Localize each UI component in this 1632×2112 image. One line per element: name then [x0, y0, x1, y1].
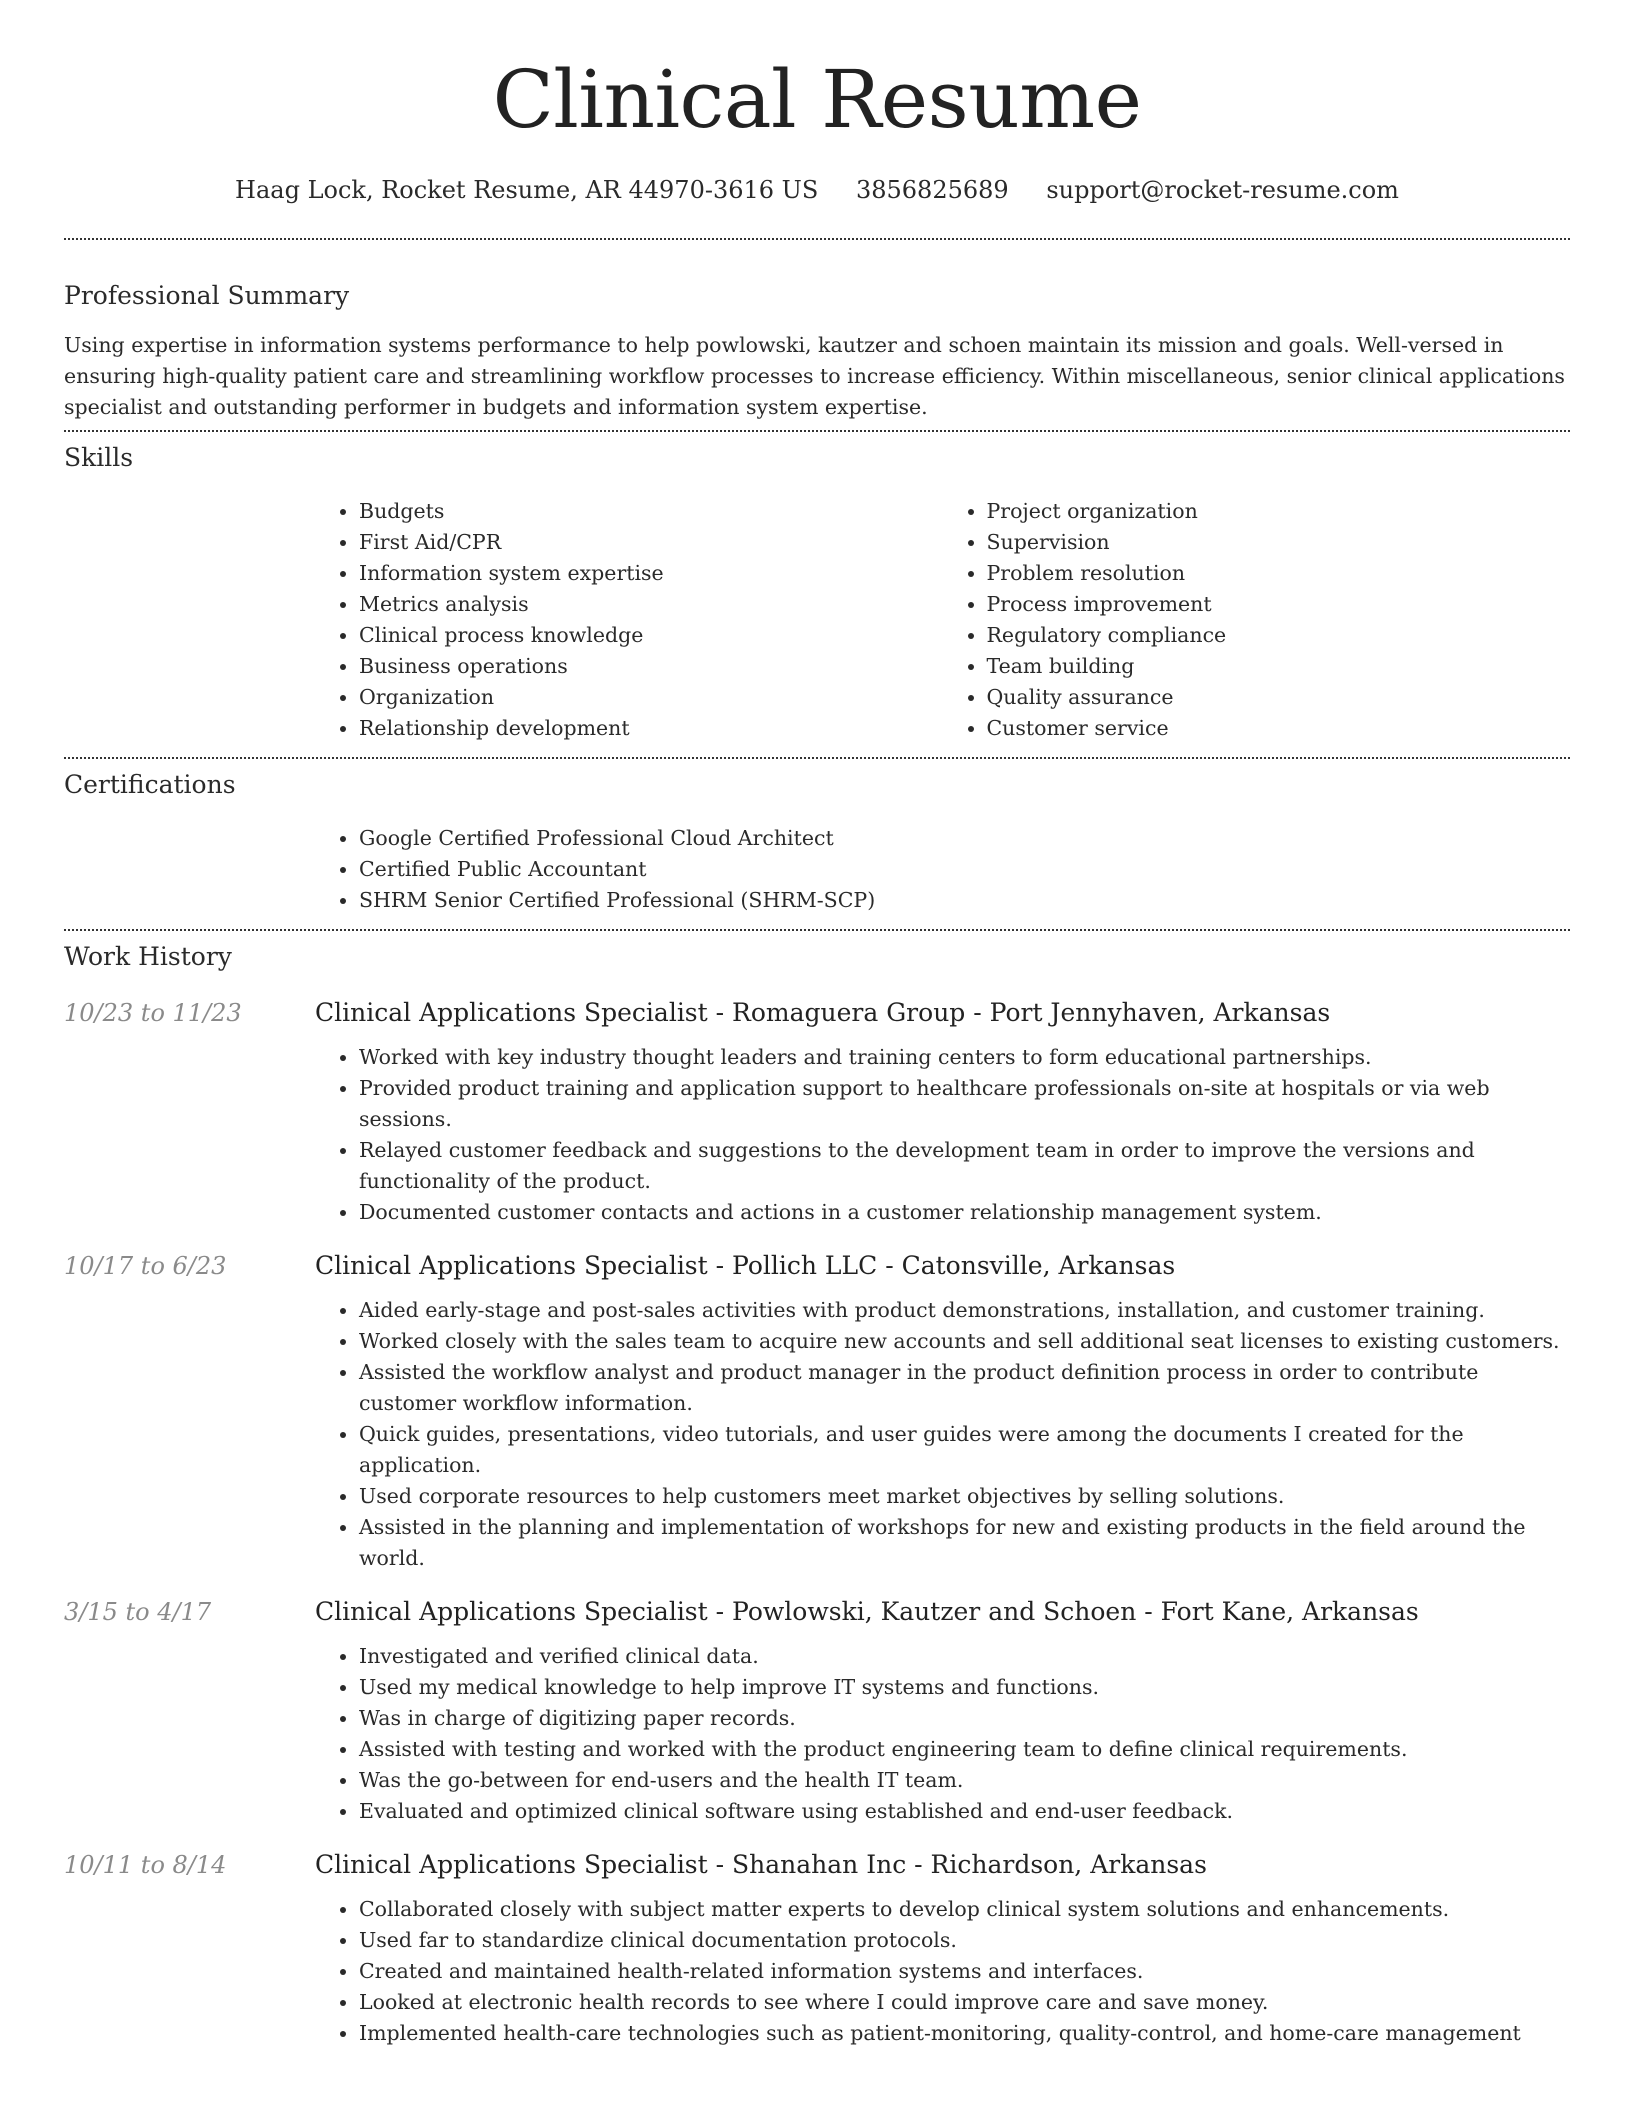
- skills-section: [64, 432, 1570, 744]
- resume-page: [64, 0, 1570, 2071]
- skill-item: • Information system expertise: [359, 558, 943, 589]
- job-bullet: • Looked at electronic health records to see where I could improve care and save money.: [359, 1987, 1570, 2018]
- job-bullet-list: [315, 1641, 1570, 1827]
- skills-columns: [315, 496, 1570, 744]
- skill-item: • Metrics analysis: [359, 589, 943, 620]
- job-bullet: • Assisted with testing and worked with the product engineering team to define clinical requirements.: [359, 1734, 1570, 1765]
- summary-text: Using expertise in information systems performance to help powlowski, kautzer and schoen maintain its mission and goals. Well-versed in ensuring high-quality patient care and streamlining workflow processes to increase efficiency. Within miscellaneous, senior clinical applications specialist and outstanding performer in budgets and information system expertise.: [64, 333, 1565, 419]
- job-entry: [64, 1849, 1570, 2049]
- job-bullet: • Was the go-between for end-users and the health IT team.: [359, 1765, 1570, 1796]
- skill-item: • First Aid/CPR: [359, 527, 943, 558]
- contact-line: [64, 174, 1570, 206]
- section-title-certifications: Certifications: [64, 770, 236, 799]
- job-entry: [64, 997, 1570, 1228]
- job-bullet: • Worked closely with the sales team to acquire new accounts and sell additional seat licenses to existing customers.: [359, 1326, 1570, 1357]
- job-bullets: [315, 1641, 1570, 1827]
- job-bullet: • Quick guides, presentations, video tutorials, and user guides were among the documents I created for the application.: [359, 1419, 1570, 1481]
- job-title: Clinical Applications Specialist - Powlowski, Kautzer and Schoen - Fort Kane, Arkansas: [315, 1597, 1419, 1626]
- resume-name: Clinical Resume: [492, 53, 1142, 146]
- skill-item: • Budgets: [359, 496, 943, 527]
- certification-item: • Google Certified Professional Cloud Architect: [359, 823, 1570, 854]
- skill-item: • Clinical process knowledge: [359, 620, 943, 651]
- summary-section: [64, 240, 1570, 423]
- certification-item: • SHRM Senior Certified Professional (SHRM-SCP): [359, 885, 1570, 916]
- job-title: Clinical Applications Specialist - Shanahan Inc - Richardson, Arkansas: [315, 1850, 1207, 1879]
- skill-item: • Supervision: [987, 527, 1571, 558]
- work-section: [64, 931, 1570, 2049]
- job-bullet: • Investigated and verified clinical data.: [359, 1641, 1570, 1672]
- skill-item: • Team building: [987, 651, 1571, 682]
- section-title-summary: Professional Summary: [64, 281, 350, 310]
- job-bullets: [315, 1894, 1570, 2049]
- job-bullet: • Relayed customer feedback and suggestions to the development team in order to improve the versions and functionality of the product.: [359, 1135, 1570, 1197]
- job-entry: [64, 1250, 1570, 1574]
- job-bullets: [315, 1295, 1570, 1574]
- skills-list-left: [315, 496, 943, 744]
- skills-list-right: [943, 496, 1571, 744]
- job-bullet-list: [315, 1042, 1570, 1228]
- job-bullet: • Implemented health-care technologies such as patient-monitoring, quality-control, and home-care management: [359, 2018, 1570, 2049]
- job-bullet: • Worked with key industry thought leaders and training centers to form educational partnerships.: [359, 1042, 1570, 1073]
- contact-phone: 3856825689: [855, 176, 1009, 204]
- job-header: [64, 1250, 1570, 1282]
- job-dates: 3/15 to 4/17: [64, 1598, 212, 1626]
- skill-item: • Quality assurance: [987, 682, 1571, 713]
- job-header: [64, 997, 1570, 1029]
- job-bullets: [315, 1042, 1570, 1228]
- certifications-list: [315, 823, 1570, 916]
- job-title: Clinical Applications Specialist - Romaguera Group - Port Jennyhaven, Arkansas: [315, 998, 1331, 1027]
- job-bullet: • Used corporate resources to help customers meet market objectives by selling solutions.: [359, 1481, 1570, 1512]
- job-title: Clinical Applications Specialist - Pollich LLC - Catonsville, Arkansas: [315, 1251, 1176, 1280]
- skill-item: • Project organization: [987, 496, 1571, 527]
- section-title-work: Work History: [64, 942, 232, 971]
- job-header: [64, 1596, 1570, 1628]
- job-bullet: • Assisted the workflow analyst and product manager in the product definition process in order to contribute customer workflow information.: [359, 1357, 1570, 1419]
- section-title-skills: Skills: [64, 443, 134, 472]
- skill-item: • Business operations: [359, 651, 943, 682]
- contact-address: Haag Lock, Rocket Resume, AR 44970-3616 US: [235, 176, 819, 204]
- skill-item: • Customer service: [987, 713, 1571, 744]
- contact-email: support@rocket-resume.com: [1046, 176, 1399, 204]
- job-list: [64, 997, 1570, 2049]
- job-bullet: • Created and maintained health-related information systems and interfaces.: [359, 1956, 1570, 1987]
- certifications-wrap: [315, 823, 1570, 916]
- job-bullet: • Was in charge of digitizing paper records.: [359, 1703, 1570, 1734]
- job-header: [64, 1849, 1570, 1881]
- job-bullet: • Evaluated and optimized clinical software using established and end-user feedback.: [359, 1796, 1570, 1827]
- skill-item: • Relationship development: [359, 713, 943, 744]
- job-dates: 10/11 to 8/14: [64, 1851, 227, 1879]
- job-dates: 10/17 to 6/23: [64, 1252, 227, 1280]
- job-bullet: • Collaborated closely with subject matter experts to develop clinical system solutions and enhancements.: [359, 1894, 1570, 1925]
- skill-item: • Organization: [359, 682, 943, 713]
- skill-item: • Problem resolution: [987, 558, 1571, 589]
- job-bullet: • Aided early-stage and post-sales activities with product demonstrations, installation, and customer training.: [359, 1295, 1570, 1326]
- job-dates: 10/23 to 11/23: [64, 999, 242, 1027]
- job-bullet: • Assisted in the planning and implementation of workshops for new and existing products in the field around the world.: [359, 1512, 1570, 1574]
- certification-item: • Certified Public Accountant: [359, 854, 1570, 885]
- skill-item: • Regulatory compliance: [987, 620, 1571, 651]
- job-bullet: • Used my medical knowledge to help improve IT systems and functions.: [359, 1672, 1570, 1703]
- job-entry: [64, 1596, 1570, 1827]
- job-bullet-list: [315, 1295, 1570, 1574]
- job-bullet-list: [315, 1894, 1570, 2049]
- skill-item: • Process improvement: [987, 589, 1571, 620]
- job-bullet: • Used far to standardize clinical documentation protocols.: [359, 1925, 1570, 1956]
- certifications-section: [64, 759, 1570, 916]
- job-bullet: • Provided product training and application support to healthcare professionals on-site at hospitals or via web sessions.: [359, 1073, 1570, 1135]
- job-bullet: • Documented customer contacts and actions in a customer relationship management system.: [359, 1197, 1570, 1228]
